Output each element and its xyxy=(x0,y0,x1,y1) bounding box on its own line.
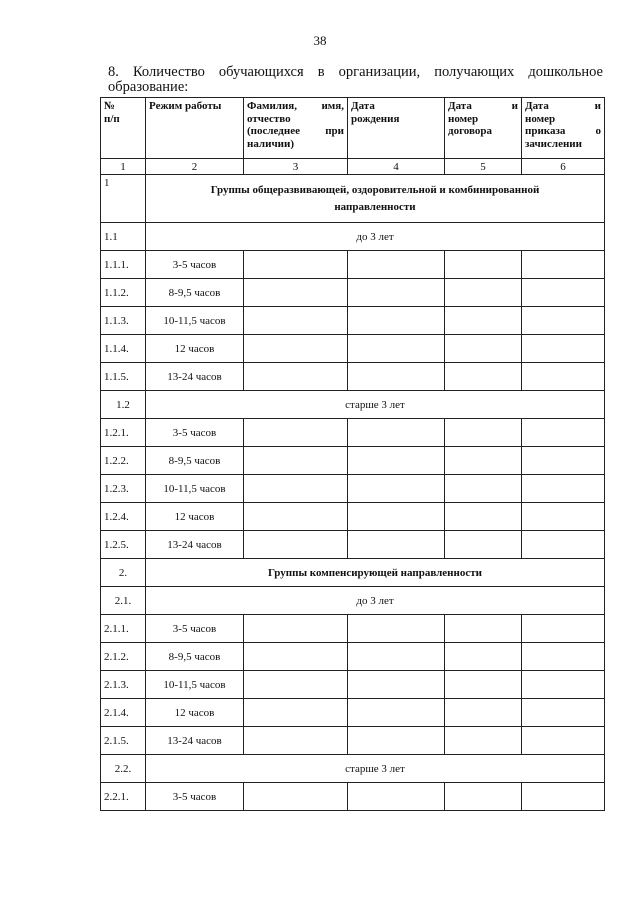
table-row xyxy=(101,615,605,643)
contract-cell[interactable] xyxy=(445,727,522,755)
row-mode: 8-9,5 часов xyxy=(146,447,244,475)
row-mode: 13-24 часов xyxy=(146,727,244,755)
table-row xyxy=(101,783,605,811)
group-number: 2. xyxy=(101,559,146,587)
header-name-line: (последнее при xyxy=(247,125,344,137)
row-mode: 12 часов xyxy=(146,503,244,531)
name-cell[interactable] xyxy=(244,251,348,279)
order-cell[interactable] xyxy=(522,783,605,811)
contract-cell[interactable] xyxy=(445,307,522,335)
row-number: 1.1.4. xyxy=(101,335,146,363)
subgroup-title: старше 3 лет xyxy=(146,755,605,783)
contract-cell[interactable] xyxy=(445,251,522,279)
table-row xyxy=(101,699,605,727)
birth-cell[interactable] xyxy=(348,531,445,559)
row-number: 1.1.5. xyxy=(101,363,146,391)
row-mode: 13-24 часов xyxy=(146,363,244,391)
header-order-line: Дата и xyxy=(525,100,601,112)
birth-cell[interactable] xyxy=(348,419,445,447)
name-cell[interactable] xyxy=(244,363,348,391)
birth-cell[interactable] xyxy=(348,307,445,335)
column-number-row xyxy=(101,159,605,175)
table-row xyxy=(101,475,605,503)
subgroup-row xyxy=(101,391,605,419)
order-cell[interactable] xyxy=(522,447,605,475)
contract-cell[interactable] xyxy=(445,643,522,671)
birth-cell[interactable] xyxy=(348,447,445,475)
header-mode xyxy=(146,98,244,159)
table-row xyxy=(101,643,605,671)
order-cell[interactable] xyxy=(522,699,605,727)
row-mode: 10-11,5 часов xyxy=(146,671,244,699)
column-number: 3 xyxy=(244,159,348,175)
contract-cell[interactable] xyxy=(445,503,522,531)
row-number: 2.1.3. xyxy=(101,671,146,699)
contract-cell[interactable] xyxy=(445,363,522,391)
header-num-line: п/п xyxy=(104,112,120,125)
header-order-line: зачислении xyxy=(525,137,582,150)
column-number: 2 xyxy=(146,159,244,175)
row-mode: 12 часов xyxy=(146,699,244,727)
page-number: 38 xyxy=(313,33,327,48)
header-mode-line: Режим работы xyxy=(149,100,222,112)
order-cell[interactable] xyxy=(522,363,605,391)
name-cell[interactable] xyxy=(244,279,348,307)
name-cell[interactable] xyxy=(244,643,348,671)
row-number: 2.1.1. xyxy=(101,615,146,643)
name-cell[interactable] xyxy=(244,671,348,699)
column-number: 4 xyxy=(348,159,445,175)
order-cell[interactable] xyxy=(522,475,605,503)
name-cell[interactable] xyxy=(244,475,348,503)
contract-cell[interactable] xyxy=(445,475,522,503)
header-order-line: номер xyxy=(525,112,556,125)
intro-line-1: 8. Количество обучающихся в организации, получающих дошкольное xyxy=(108,64,603,80)
name-cell[interactable] xyxy=(244,419,348,447)
table-row xyxy=(101,251,605,279)
subgroup-row xyxy=(101,755,605,783)
row-number: 2.1.5. xyxy=(101,727,146,755)
contract-cell[interactable] xyxy=(445,615,522,643)
birth-cell[interactable] xyxy=(348,783,445,811)
header-contract xyxy=(445,98,522,159)
table-header-row xyxy=(101,98,605,159)
row-mode: 12 часов xyxy=(146,335,244,363)
row-number: 1.2.1. xyxy=(101,419,146,447)
header-num-line: № xyxy=(104,100,116,112)
order-cell[interactable] xyxy=(522,419,605,447)
name-cell[interactable] xyxy=(244,615,348,643)
column-number: 1 xyxy=(101,159,146,175)
header-order-line: приказа о xyxy=(525,125,601,137)
row-number: 1.2.2. xyxy=(101,447,146,475)
row-mode: 8-9,5 часов xyxy=(146,279,244,307)
table-row xyxy=(101,335,605,363)
birth-cell[interactable] xyxy=(348,475,445,503)
header-num xyxy=(101,98,146,159)
header-name xyxy=(244,98,348,159)
subgroup-number: 1.1 xyxy=(101,223,146,251)
subgroup-number: 1.2 xyxy=(101,391,146,419)
subgroup-row xyxy=(101,223,605,251)
header-name-line: отчество xyxy=(247,112,291,125)
header-name-line: Фамилия, имя, xyxy=(247,100,344,112)
header-contract-line: Дата и xyxy=(448,100,518,112)
contract-cell[interactable] xyxy=(445,419,522,447)
group-title-line: Группы общеразвивающей, оздоровительной и комбинированной xyxy=(210,183,540,196)
row-number: 1.2.4. xyxy=(101,503,146,531)
subgroup-number: 2.1. xyxy=(101,587,146,615)
header-birth-line: рождения xyxy=(351,112,400,125)
birth-cell[interactable] xyxy=(348,251,445,279)
table-row xyxy=(101,727,605,755)
order-cell[interactable] xyxy=(522,615,605,643)
table-row xyxy=(101,419,605,447)
group-row xyxy=(101,175,605,223)
group-number: 1 xyxy=(101,175,146,223)
header-contract-line: договора xyxy=(448,125,492,137)
name-cell[interactable] xyxy=(244,335,348,363)
name-cell[interactable] xyxy=(244,727,348,755)
row-mode: 3-5 часов xyxy=(146,251,244,279)
subgroup-title: старше 3 лет xyxy=(146,391,605,419)
row-mode: 13-24 часов xyxy=(146,531,244,559)
table-row xyxy=(101,363,605,391)
birth-cell[interactable] xyxy=(348,363,445,391)
contract-cell[interactable] xyxy=(445,447,522,475)
header-birth-line: Дата xyxy=(351,100,375,112)
group-title-line: направленности xyxy=(334,200,416,213)
order-cell[interactable] xyxy=(522,643,605,671)
order-cell[interactable] xyxy=(522,279,605,307)
column-number: 5 xyxy=(445,159,522,175)
birth-cell[interactable] xyxy=(348,643,445,671)
birth-cell[interactable] xyxy=(348,503,445,531)
row-number: 2.1.2. xyxy=(101,643,146,671)
table-row xyxy=(101,279,605,307)
subgroup-title: до 3 лет xyxy=(146,223,605,251)
table-row xyxy=(101,531,605,559)
name-cell[interactable] xyxy=(244,783,348,811)
header-order xyxy=(522,98,605,159)
row-mode: 10-11,5 часов xyxy=(146,475,244,503)
birth-cell[interactable] xyxy=(348,335,445,363)
birth-cell[interactable] xyxy=(348,727,445,755)
row-mode: 3-5 часов xyxy=(146,783,244,811)
name-cell[interactable] xyxy=(244,503,348,531)
row-mode: 3-5 часов xyxy=(146,615,244,643)
order-cell[interactable] xyxy=(522,503,605,531)
intro-line-2: образование: xyxy=(108,79,189,95)
group-title xyxy=(146,175,605,223)
section-intro xyxy=(108,65,603,95)
subgroup-row xyxy=(101,587,605,615)
table-row xyxy=(101,447,605,475)
table-row xyxy=(101,503,605,531)
contract-cell[interactable] xyxy=(445,671,522,699)
table-row xyxy=(101,671,605,699)
birth-cell[interactable] xyxy=(348,279,445,307)
row-number: 1.2.5. xyxy=(101,531,146,559)
row-mode: 8-9,5 часов xyxy=(146,643,244,671)
order-cell[interactable] xyxy=(522,671,605,699)
column-number: 6 xyxy=(522,159,605,175)
order-cell[interactable] xyxy=(522,335,605,363)
row-number: 2.2.1. xyxy=(101,783,146,811)
name-cell[interactable] xyxy=(244,447,348,475)
contract-cell[interactable] xyxy=(445,531,522,559)
birth-cell[interactable] xyxy=(348,671,445,699)
order-cell[interactable] xyxy=(522,307,605,335)
header-name-line: наличии) xyxy=(247,137,294,150)
order-cell[interactable] xyxy=(522,251,605,279)
contract-cell[interactable] xyxy=(445,279,522,307)
header-birth xyxy=(348,98,445,159)
row-mode: 3-5 часов xyxy=(146,419,244,447)
subgroup-number: 2.2. xyxy=(101,755,146,783)
group-row xyxy=(101,559,605,587)
row-mode: 10-11,5 часов xyxy=(146,307,244,335)
row-number: 1.1.3. xyxy=(101,307,146,335)
name-cell[interactable] xyxy=(244,307,348,335)
name-cell[interactable] xyxy=(244,699,348,727)
order-cell[interactable] xyxy=(522,531,605,559)
contract-cell[interactable] xyxy=(445,699,522,727)
row-number: 1.1.2. xyxy=(101,279,146,307)
birth-cell[interactable] xyxy=(348,615,445,643)
subgroup-title: до 3 лет xyxy=(146,587,605,615)
group-title: Группы компенсирующей направленности xyxy=(146,559,605,587)
row-number: 1.2.3. xyxy=(101,475,146,503)
contract-cell[interactable] xyxy=(445,783,522,811)
contract-cell[interactable] xyxy=(445,335,522,363)
row-number: 1.1.1. xyxy=(101,251,146,279)
name-cell[interactable] xyxy=(244,531,348,559)
birth-cell[interactable] xyxy=(348,699,445,727)
order-cell[interactable] xyxy=(522,727,605,755)
enrollment-table xyxy=(100,97,605,811)
row-number: 2.1.4. xyxy=(101,699,146,727)
header-contract-line: номер xyxy=(448,112,479,125)
table-row xyxy=(101,307,605,335)
